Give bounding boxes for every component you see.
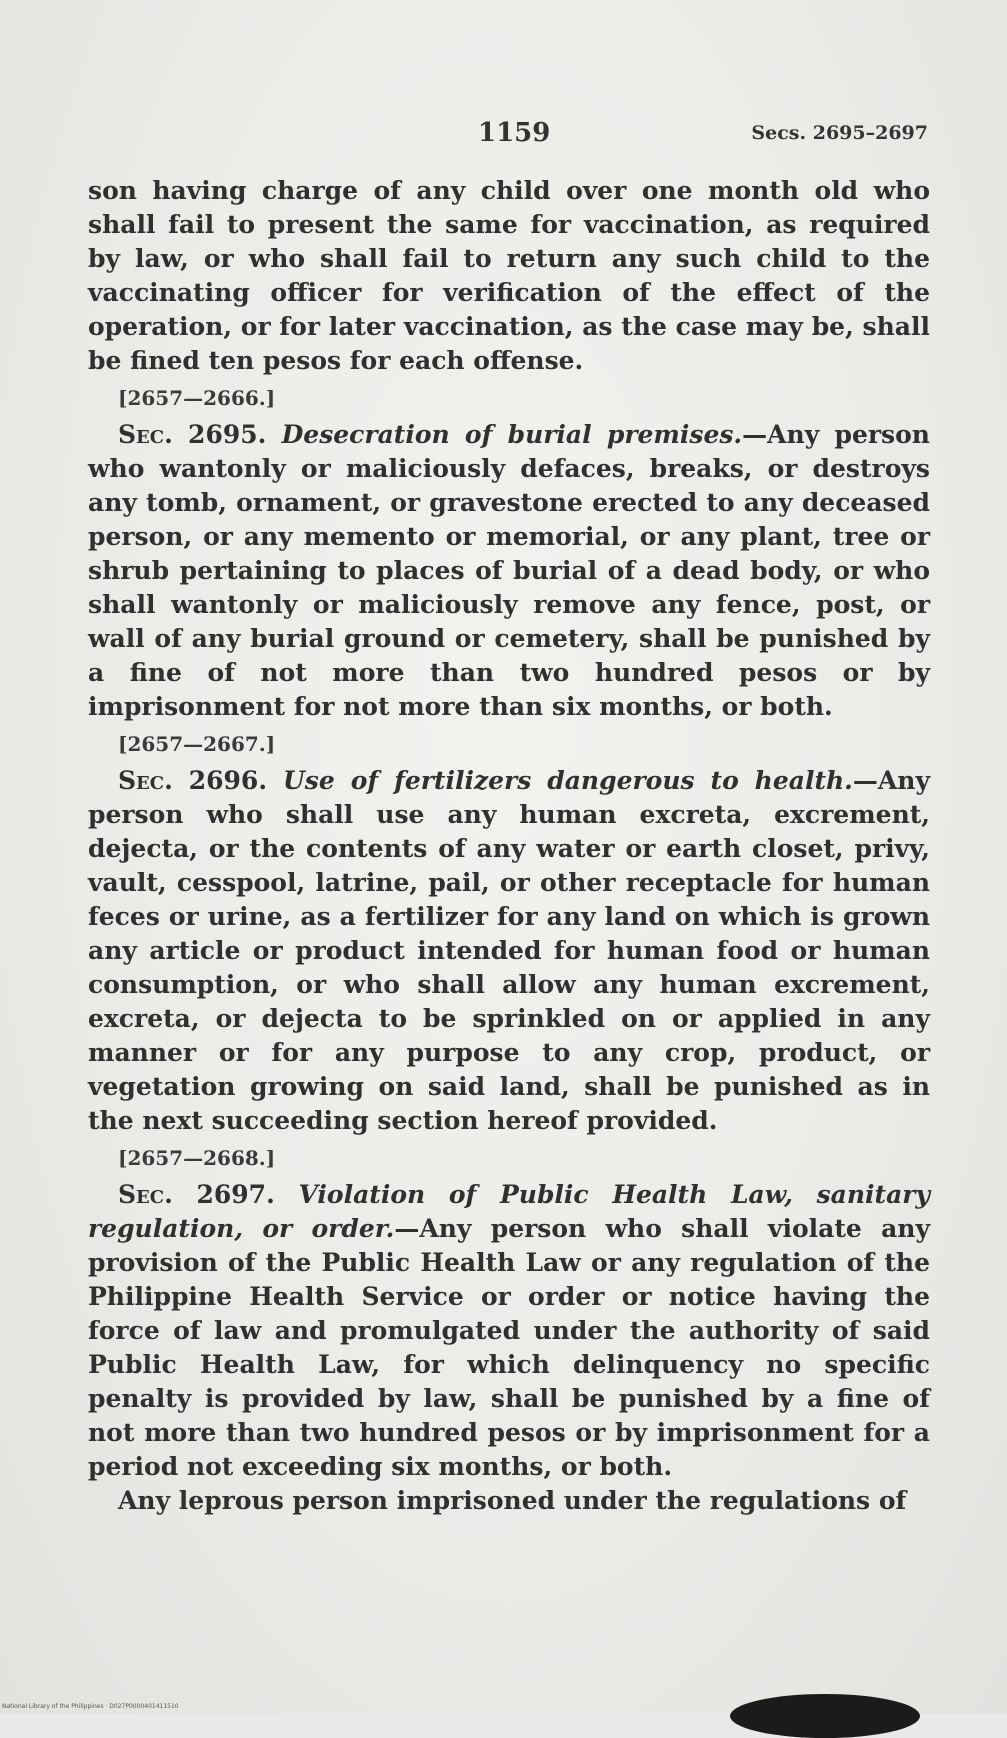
section-body: —Any person who wantonly or maliciously defaces, breaks, or destroys any tomb, ornament, or gravestone erected to any deceased person, or any memento or memorial, or any plant, tree or shrub pertaining to places of burial of a dead body, or who shall wantonly or maliciously remove any fence, post, or wall of any burial ground or cemetery, shall be punished by a fine of not more than two hundred pesos or by imprisonment for not more than six months, or both. (88, 420, 930, 721)
reference-citation: [2657—2666.] (118, 386, 276, 410)
section-label: Sec. 2696. (118, 766, 268, 795)
section-label: Sec. 2697. (118, 1180, 275, 1209)
section-2696 (88, 764, 930, 1138)
section-title: Violation of Public Health Law, sanitary regulation, or order. (88, 1180, 930, 1243)
section-body: —Any person who shall violate any provision of the Public Health Law or any regulation of the Philippine Health Service or order or notice having the force of law and promulgated under the authority of said Public Health Law, for which delinquency no specific penalty is provided by law, shall be punished by a fine of not more than two hundred pesos or by imprisonment for a period not exceeding six months, or both. (88, 1214, 930, 1481)
scan-identifier: National Library of the Philippines · D027P0000401411510 (2, 1703, 179, 1710)
section-2697 (88, 1178, 930, 1484)
paragraph-continuation: son having charge of any child over one month old who shall fail to present the same for vaccination, as required by law, or who shall fail to return any such child to the vaccinating officer for verification of the effect of the operation, or for later vaccination, as the case may be, shall be fined ten pesos for each offense. (88, 176, 930, 375)
section-2695 (88, 418, 930, 724)
reference-citation: [2657—2667.] (118, 732, 276, 756)
page-header (88, 118, 930, 158)
section-body: —Any person who shall use any human excreta, excrement, dejecta, or the contents of any water or earth closet, privy, vault, cesspool, latrine, pail, or other receptacle for human feces or urine, as a fertilizer for any land on which is grown any article or product intended for human food or human consumption, or who shall allow any human excrement, excreta, or dejecta to be sprinkled on or applied in any manner or for any purpose to any crop, product, or vegetation growing on said land, shall be punished as in the next succeeding section hereof provided. (88, 766, 930, 1135)
paragraph-final: Any leprous person imprisoned under the regulations of (118, 1486, 907, 1515)
section-label: Sec. 2695. (118, 420, 267, 449)
page-number: 1159 (478, 118, 551, 148)
running-head: Secs. 2695–2697 (751, 122, 928, 144)
reference-citation: [2657—2668.] (118, 1146, 276, 1170)
body-text (88, 174, 930, 1518)
scan-edge-shadow (730, 1694, 920, 1738)
section-title: Desecration of burial premises. (281, 420, 743, 449)
section-title: Use of fertilizers dangerous to health. (282, 766, 853, 795)
